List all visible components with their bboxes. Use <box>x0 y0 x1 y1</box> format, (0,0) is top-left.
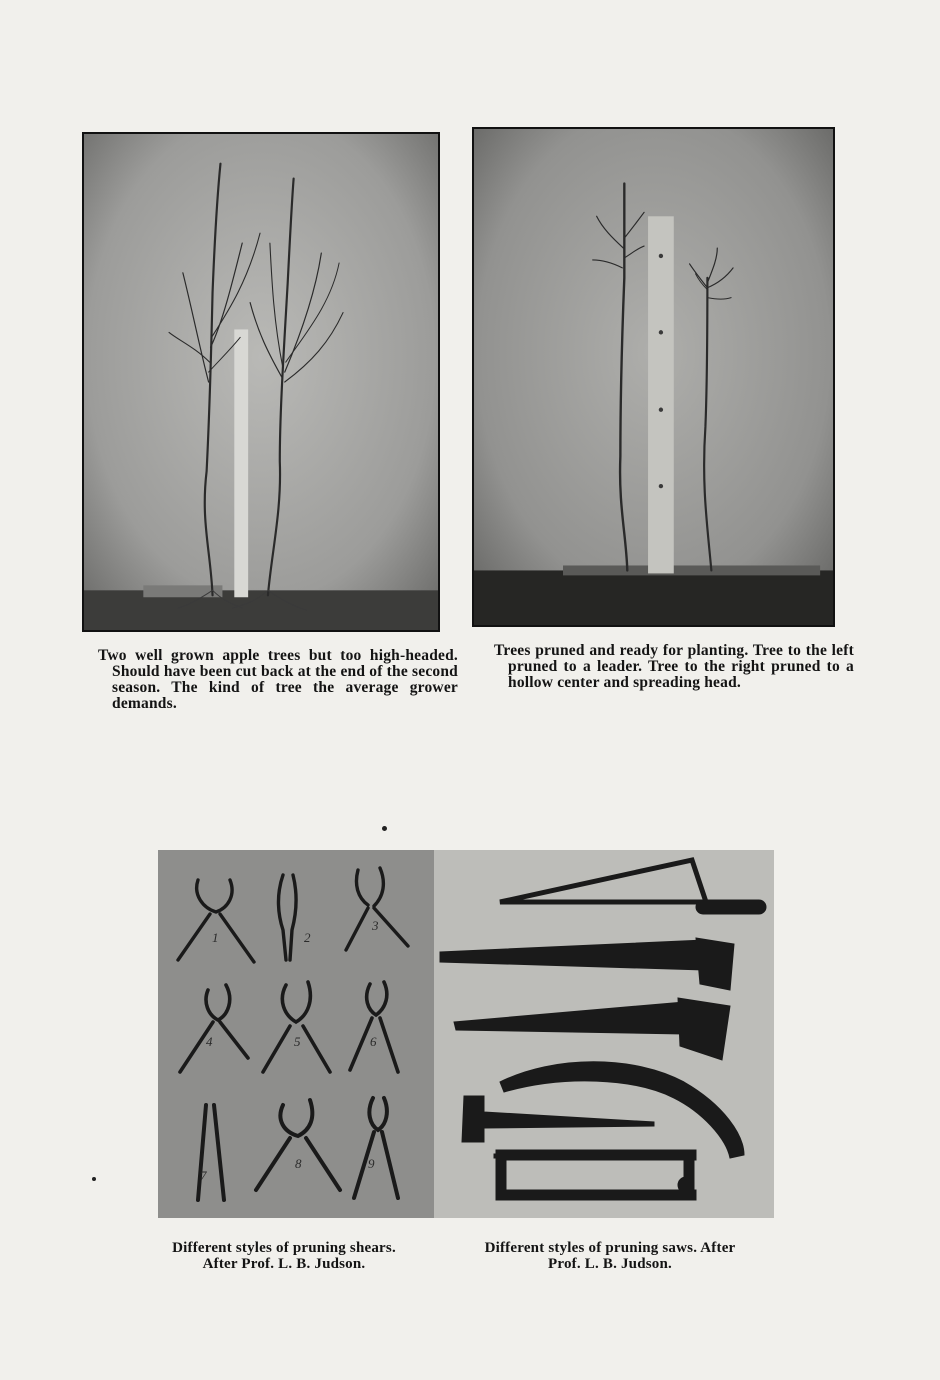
shear-number-2: 2 <box>304 930 311 945</box>
stray-ink-dot <box>92 1177 96 1181</box>
shear-number-5: 5 <box>294 1034 301 1049</box>
shear-number-6: 6 <box>370 1034 377 1049</box>
stray-ink-dot <box>382 826 387 831</box>
photo-pruned-trees <box>472 127 835 627</box>
caption-unpruned-trees: Two well grown apple trees but too high-headed. Should have been cut back at the end of the second season. The kind of tree the average grower demands. <box>98 647 458 712</box>
shear-number-9: 9 <box>368 1156 375 1171</box>
photo-unpruned-trees <box>82 132 440 632</box>
shear-number-8: 8 <box>295 1156 302 1171</box>
shear-number-4: 4 <box>206 1034 213 1049</box>
photo-pruning-saws <box>434 850 774 1218</box>
shear-number-7: 7 <box>200 1168 207 1183</box>
caption-saws-line1: Different styles of pruning saws. After <box>484 1240 736 1256</box>
caption-shears-line1: Different styles of pruning shears. <box>172 1240 396 1256</box>
caption-saws-line2: Prof. L. B. Judson. <box>548 1256 672 1272</box>
shear-number-3: 3 <box>372 918 379 933</box>
caption-pruned-trees: Trees pruned and ready for planting. Tree to the left pruned to a leader. Tree to the right pruned to a hollow center and spreading head. <box>494 642 854 691</box>
shear-number-1: 1 <box>212 930 219 945</box>
photo-pruning-shears <box>158 850 434 1218</box>
caption-pruning-shears <box>136 1240 432 1272</box>
caption-shears-line2: After Prof. L. B. Judson. <box>202 1256 366 1272</box>
caption-pruning-saws <box>434 1240 786 1272</box>
